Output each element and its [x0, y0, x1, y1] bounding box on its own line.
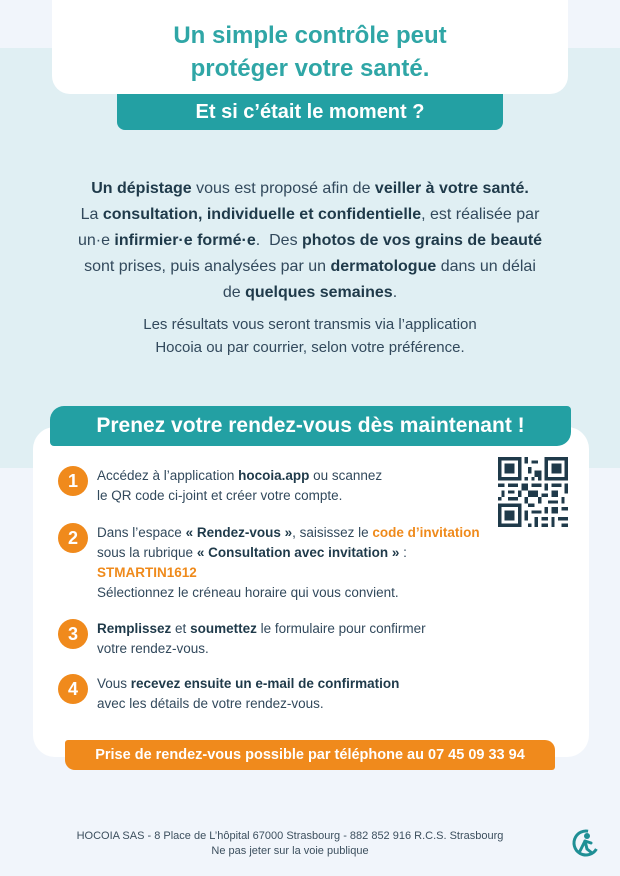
step-text-line: Sélectionnez le créneau horaire qui vous convient. [97, 585, 399, 600]
step-number-badge: 4 [58, 674, 88, 704]
subtitle-pill: Et si c’était le moment ? [117, 94, 503, 130]
step-number-badge: 1 [58, 466, 88, 496]
intro-text: sont prises, puis analysées par un [84, 258, 331, 275]
step-text-line: le QR code ci-joint et créer votre compte. [97, 488, 343, 503]
step-bold: recevez ensuite un e-mail de confirmation [130, 676, 400, 691]
step-3 [58, 619, 488, 661]
page-title-line2: protéger votre santé. [190, 55, 430, 82]
step-text-part: Accédez à l’application [97, 468, 239, 483]
intro-bold: Un dépistage [91, 180, 192, 197]
qr-code-icon[interactable] [498, 457, 568, 527]
intro-bold: quelques semaines [245, 284, 393, 301]
intro-text: , est réalisée par [421, 206, 540, 223]
intro-paragraph [40, 176, 580, 306]
intro-text: . [392, 284, 398, 301]
intro-bold: infirmier·e formé·e [114, 232, 256, 249]
results-line-2: Hocoia ou par courrier, selon votre préférence. [155, 339, 465, 356]
step-bold: soumettez [190, 621, 257, 636]
results-line-1: Les résultats vous seront transmis via l’application [143, 316, 477, 333]
step-bold: Remplissez [97, 621, 172, 636]
intro-bold: veiller à votre santé. [374, 180, 529, 197]
results-paragraph [40, 313, 580, 359]
footer [40, 829, 540, 859]
intro-text: La [80, 206, 103, 223]
step-2 [58, 523, 488, 605]
intro-text: . Des [255, 232, 303, 249]
intro-bold: photos de vos grains de beauté [302, 232, 543, 249]
intro-bold: consultation, individuelle et confidentielle [102, 206, 422, 223]
step-text-part: , saisissez le [292, 525, 373, 540]
step-text-line: votre rendez-vous. [97, 641, 209, 656]
step-1 [58, 466, 488, 508]
step-4 [58, 674, 488, 716]
appointment-banner: Prenez votre rendez-vous dès maintenant ! [50, 406, 571, 446]
page-title-line1: Un simple contrôle peut [173, 22, 447, 49]
intro-line-1 [40, 176, 580, 202]
step-text-part: ou scannez [309, 468, 383, 483]
intro-text: dans un délai [436, 258, 536, 275]
intro-text: de [222, 284, 246, 301]
intro-text: un·e [77, 232, 115, 249]
invitation-code-label: code d’invitation [372, 525, 480, 540]
step-text-part: Vous [97, 676, 131, 691]
intro-text: vous est proposé afin de [191, 180, 375, 197]
footer-notice: Ne pas jeter sur la voie publique [211, 845, 369, 857]
phone-booking-bar[interactable]: Prise de rendez-vous possible par téléphone au 07 45 09 33 94 [65, 740, 555, 770]
step-text-part: sous la rubrique [97, 545, 197, 560]
intro-line-5 [40, 280, 580, 306]
title-card [52, 0, 568, 94]
step-text-part: le formulaire pour confirmer [256, 621, 426, 636]
step-text [97, 466, 497, 506]
step-text [97, 674, 497, 714]
step-number-badge: 3 [58, 619, 88, 649]
footer-company-info: HOCOIA SAS - 8 Place de L’hôpital 67000 Strasbourg - 882 852 916 R.C.S. Strasbourg [76, 830, 504, 842]
step-text-part: : [399, 545, 407, 560]
intro-line-4 [40, 254, 580, 280]
step-text [97, 523, 497, 603]
step-text-part: Dans l’espace [97, 525, 186, 540]
step-text-line: avec les détails de votre rendez-vous. [97, 696, 324, 711]
step-bold: « Rendez-vous » [185, 525, 293, 540]
step-number-badge: 2 [58, 523, 88, 553]
step-text-part: et [171, 621, 191, 636]
hocoia-logo-icon [570, 827, 602, 859]
step-bold: « Consultation avec invitation » [196, 545, 400, 560]
invitation-code-value: STMARTIN1612 [97, 565, 197, 580]
intro-bold: dermatologue [330, 258, 437, 275]
intro-line-3 [40, 228, 580, 254]
step-text [97, 619, 497, 659]
app-link[interactable]: hocoia.app [238, 468, 310, 483]
intro-line-2 [40, 202, 580, 228]
